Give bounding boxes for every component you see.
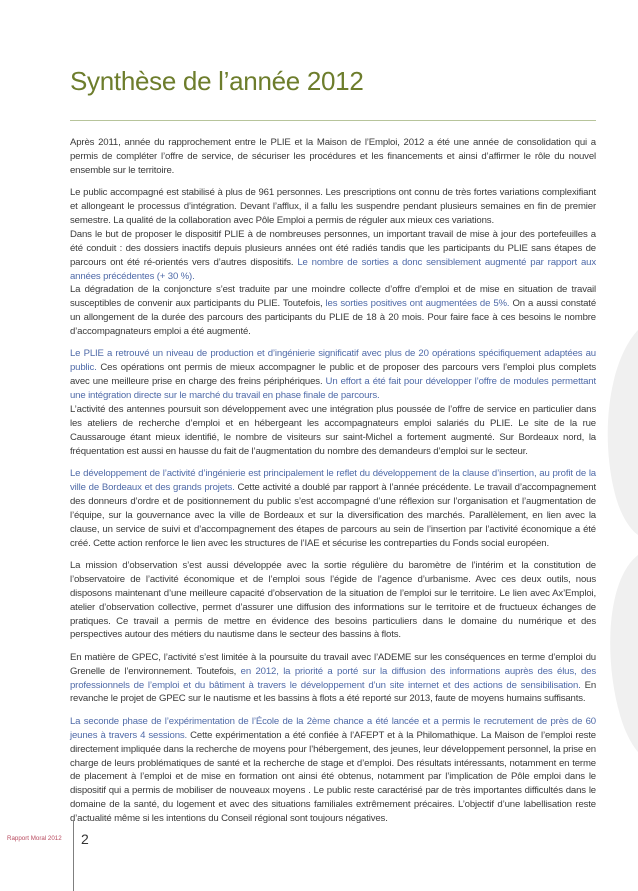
body-paragraph (70, 559, 596, 642)
highlighted-text: Le PLIE a retrouvé un niveau de production et d’ingénierie significatif avec plus de 20 opérations spécifiquement adaptées au public. (70, 348, 596, 374)
paragraph-text: En revanche le projet de GPEC sur le nautisme et les bassins à flots a été reporté sur 2013, faute de moyens humains suffisants. (70, 679, 596, 705)
decorative-watermark-icon (600, 320, 638, 760)
highlighted-text: Le développement de l’activité d’ingénierie est principalement le reflet du développement de la clause d’insertion, au profit de la ville de Bordeaux et des grands projets. (70, 468, 596, 494)
highlighted-text: Le nombre de sorties a donc sensiblement augmenté par rapport aux années précédentes (+ 30 %). (70, 256, 596, 282)
body-paragraph (70, 347, 596, 403)
paragraph-text: Cette activité a doublé par rapport à l’année précédente. Le travail d’accompagnement des donneurs d’ordre et de positionnement du public s’est accompagné d’une réflexion sur l’organisation et l’augmentation de l’équipe, sur la gouvernance avec la ville de Bordeaux et sur la diversification des marchés. Parallèlement, en lien avec la clause, un service de suivi et d’accompagnement des étapes de parcours au sein de l’insertion par l’activité économique a été créé. Cette action renforce le lien avec les structures de l’IAE et sécurise les contreparties du Fonds social européen. (70, 482, 596, 549)
body-paragraph (70, 136, 596, 178)
body-paragraph (70, 186, 596, 228)
paragraph-text: Après 2011, année du rapprochement entre le PLIE et la Maison de l’Emploi, 2012 a été une année de consolidation qui a permis de compléter l’offre de service, de sécuriser les procédures et les financements et ainsi d’affirmer le rôle du nouvel ensemble sur le territoire. (70, 137, 596, 176)
body-paragraph (70, 715, 596, 826)
body-paragraph (70, 228, 596, 284)
paragraph-text: Le public accompagné est stabilisé à plus de 961 personnes. Les prescriptions ont connu de très fortes variations complexifiant et allongeant le processus d’intégration. Devant l’afflux, il a fallu les suspendre pendant plusieurs semaines en fin de premier semestre. La qualité de la collaboration avec Pôle Emploi a permis de réguler aux mieux ces variations. (70, 187, 596, 226)
highlighted-text: les sorties positives ont augmentées de 5%. (325, 298, 510, 310)
paragraph-text: L’activité des antennes poursuit son développement avec une intégration plus poussée de l’offre de service en particulier dans les ateliers de recherche d’emploi et en hébergeant les accompagnateurs emploi salariés du PLIE. Le site de la rue Caussarouge étant mieux identifié, le nombre de visiteurs sur saint-Michel a fortement augmenté. Sur Bordeaux nord, la fréquentation est aussi en hausse du fait de l’augmentation du nombre des demandeurs d’emploi sur le secteur. (70, 404, 596, 457)
paragraph-text: En matière de GPEC, l’activité s’est limitée à la poursuite du travail avec l’ADEME sur les conséquences en terme d’emploi du Grenelle de l’environnement. Toutefois, (70, 651, 596, 677)
body-paragraph (70, 283, 596, 339)
watermark-arc-bottom (610, 555, 638, 752)
paragraph-text: La dégradation de la conjoncture s’est traduite par une moindre collecte d’offre d’emploi et de mise en situation de travail susceptibles de convenir aux participants du PLIE. Toutefois, (70, 284, 596, 310)
title-divider (70, 120, 596, 121)
page-number: 2 (81, 831, 89, 847)
paragraph-text: Cette expérimentation a été confiée à l’AFEPT et à la Philomathique. La Maison de l’emploi reste directement impliquée dans la recherche de moyens pour l’hébergement, des jeunes, leur développement personnel, la prise en charge de leurs problématiques de santé et la recherche de stage et d’emploi. Des résultats intéressants, notamment en terme de placement à l’emploi et de mise en formation ont ainsi été obtenus, notamment par l’implication de Pôle emploi dans le dispositif qui a permis de mobiliser de nouveaux moyens . Le public reste caractérisé par de très importantes difficultés dans le domaine de la santé, du logement et avec des situations familiales extrêmement précaires. L’objectif d’une labellisation reste d’actualité même si les intentions du Conseil régional sont toujours négatives. (70, 729, 596, 825)
paragraph-text: Dans le but de proposer le dispositif PLIE à de nombreuses personnes, un important travail de mise à jour des portefeuilles a été conduit : des dossiers inactifs depuis plusieurs années ont été radiés tandis que les participants du PLIE sans étapes de parcours ont été ré-orientés vers d’autres dispositifs. (70, 228, 596, 268)
watermark-arc-top (608, 330, 638, 535)
paragraph-text: On a aussi constaté un allongement de la durée des parcours des participants du PLIE de 18 à 20 mois. Pour faire face à ces besoins le nombre d’accompagnateurs emploi a été augmenté. (70, 298, 597, 338)
footer-report-label: Rapport Moral 2012 (7, 835, 62, 842)
highlighted-text: Un effort a été fait pour développer l’offre de modules permettant une intégration directe sur le marché du travail en phase finale de parcours. (70, 376, 597, 402)
report-body (70, 136, 596, 834)
body-paragraph (70, 651, 596, 707)
page-title: Synthèse de l’année 2012 (70, 66, 364, 96)
body-paragraph (70, 467, 596, 550)
highlighted-text: en 2012, la priorité a porté sur la diffusion des informations auprès des élus, des professionnels de l’emploi et du bâtiment à travers le développement d’un site internet et des actions de sensibilisation. (70, 665, 596, 691)
paragraph-text: La mission d’observation s’est aussi développée avec la sortie régulière du baromètre de l’intérim et la constitution de l’observatoire de l’activité économique et de l’emploi sous l’égide de l’agence d’urbanisme. Avec ces deux outils, nous disposons maintenant d’une meilleure capacité d’observation de la situation de l’emploi sur le territoire. Le lien avec Ax’Emploi, atelier d’observation collective, permet d’assurer une diffusion des informations sur le territoire et de fructueux échanges de pratiques. Ce travail a permis de mettre en évidence des besoins particuliers dans le domaine du numérique et des perspectives autour des métiers du nautisme dans le secteur des bassins à flots. (70, 559, 596, 641)
highlighted-text: La seconde phase de l’expérimentation de l’École de la 2ème chance a été lancée et a permis le recrutement de près de 60 jeunes à travers 4 sessions. (70, 715, 596, 741)
footer-divider (73, 820, 74, 891)
paragraph-text: Ces opérations ont permis de mieux accompagner le public et de proposer des parcours vers l’emploi plus complets avec une meilleure prise en charge des freins périphériques. (70, 362, 596, 388)
body-paragraph (70, 403, 596, 459)
